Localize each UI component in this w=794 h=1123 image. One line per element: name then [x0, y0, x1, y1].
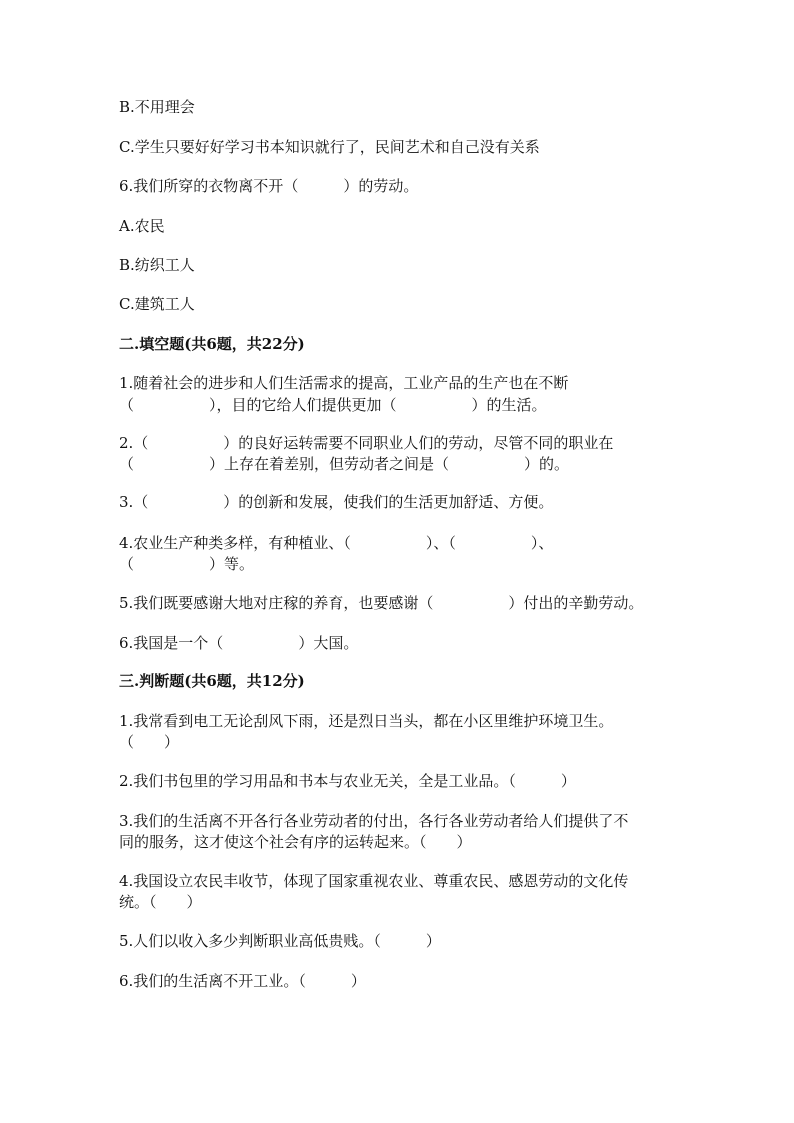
q5-option-b: B.不用理会 — [119, 98, 195, 116]
fill-q2-line2: （ ）上存在着差别，但劳动者之间是（ ）的。 — [119, 455, 570, 473]
q6-option-c: C.建筑工人 — [119, 295, 195, 313]
fill-q2-line1: 2.（ ）的良好运转需要不同职业人们的劳动，尽管不同的职业在 — [119, 434, 614, 452]
tf-q4-line2: 统。（ ） — [119, 893, 202, 911]
tf-q6: 6.我们的生活离不开工业。（ ） — [119, 972, 366, 990]
tf-q3-line1: 3.我们的生活离不开各行各业劳动者的付出，各行各业劳动者给人们提供了不 — [119, 812, 629, 830]
section-heading-fill-blank: 二.填空题(共6题，共22分) — [119, 335, 305, 353]
fill-q1-line2: （ ），目的它给人们提供更加（ ）的生活。 — [119, 396, 547, 414]
fill-q3: 3.（ ）的创新和发展，使我们的生活更加舒适、方便。 — [119, 493, 554, 511]
tf-q1-line1: 1.我常看到电工无论刮风下雨，还是烈日当头，都在小区里维护环境卫生。 — [119, 712, 614, 730]
q5-option-c: C.学生只要好好学习书本知识就行了，民间艺术和自己没有关系 — [119, 138, 540, 156]
q6-question: 6.我们所穿的衣物离不开（ ）的劳动。 — [119, 177, 419, 195]
tf-q2: 2.我们书包里的学习用品和书本与农业无关，全是工业品。（ ） — [119, 772, 576, 790]
tf-q5: 5.人们以收入多少判断职业高低贵贱。（ ） — [119, 932, 441, 950]
tf-q1-line2: （ ） — [119, 733, 180, 751]
tf-q3-line2: 同的服务，这才使这个社会有序的运转起来。（ ） — [119, 833, 472, 851]
q6-option-b: B.纺织工人 — [119, 256, 195, 274]
fill-q5: 5.我们既要感谢大地对庄稼的养育，也要感谢（ ）付出的辛勤劳动。 — [119, 594, 644, 612]
fill-q4-line2: （ ）等。 — [119, 555, 255, 573]
section-heading-true-false: 三.判断题(共6题，共12分) — [119, 672, 305, 690]
q6-option-a: A.农民 — [119, 217, 165, 235]
fill-q4-line1: 4.农业生产种类多样，有种植业、（ ）、（ ）、 — [119, 534, 554, 552]
fill-q1-line1: 1.随着社会的进步和人们生活需求的提高，工业产品的生产也在不断 — [119, 374, 569, 392]
fill-q6: 6.我国是一个（ ）大国。 — [119, 634, 359, 652]
tf-q4-line1: 4.我国设立农民丰收节，体现了国家重视农业、尊重农民、感恩劳动的文化传 — [119, 872, 629, 890]
